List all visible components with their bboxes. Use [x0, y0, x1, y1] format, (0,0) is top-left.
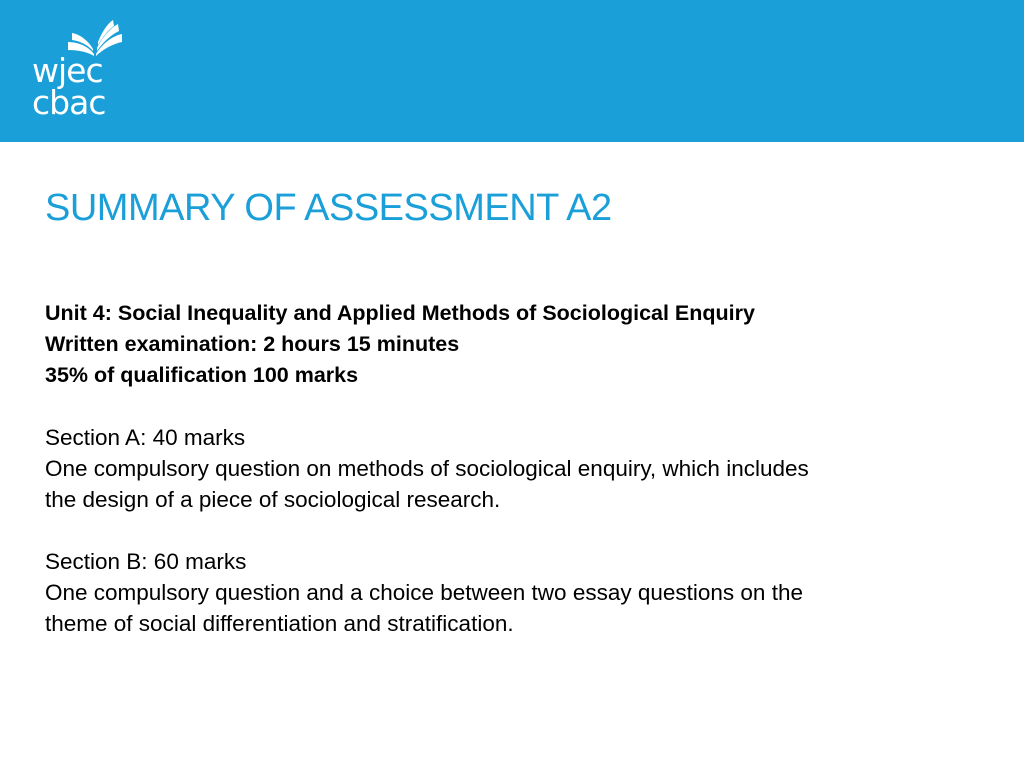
section-b-heading: Section B: 60 marks [45, 549, 247, 574]
section-a-text-1: One compulsory question on methods of sociological enquiry, which includes [45, 456, 809, 481]
logo-text-cbac: cbac [32, 83, 106, 122]
section-b-text-1: One compulsory question and a choice between two essay questions on the [45, 580, 803, 605]
section-b-text-2: theme of social differentiation and stratification. [45, 611, 514, 636]
exam-info: Written examination: 2 hours 15 minutes [45, 332, 460, 356]
section-a-text-2: the design of a piece of sociological research. [45, 487, 501, 512]
section-a-heading: Section A: 40 marks [45, 425, 246, 450]
logo-text-wjec: wjec [32, 51, 103, 90]
qualification-info: 35% of qualification 100 marks [45, 363, 359, 387]
slide-body [45, 298, 985, 639]
unit-heading: Unit 4: Social Inequality and Applied Methods of Sociological Enquiry [45, 301, 755, 325]
header-band [0, 0, 1024, 142]
slide-title: SUMMARY OF ASSESSMENT A2 [45, 187, 612, 229]
spacer [45, 515, 985, 546]
wjec-cbac-logo [30, 20, 140, 120]
spacer [45, 391, 985, 422]
